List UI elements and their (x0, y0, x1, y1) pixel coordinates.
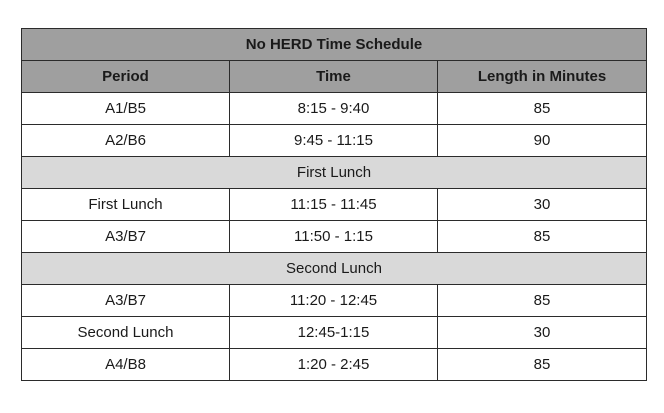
length-cell: 85 (438, 349, 647, 381)
table-row (22, 93, 647, 125)
section-label: First Lunch (22, 157, 647, 189)
table-row (22, 189, 647, 221)
table-row (22, 317, 647, 349)
section-row-first-lunch (22, 157, 647, 189)
time-cell: 8:15 - 9:40 (230, 93, 438, 125)
section-label: Second Lunch (22, 253, 647, 285)
header-time: Time (230, 61, 438, 93)
table-row (22, 349, 647, 381)
time-cell: 11:15 - 11:45 (230, 189, 438, 221)
time-cell: 9:45 - 11:15 (230, 125, 438, 157)
length-cell: 85 (438, 93, 647, 125)
time-cell: 11:50 - 1:15 (230, 221, 438, 253)
table-header-row (22, 61, 647, 93)
period-cell: First Lunch (22, 189, 230, 221)
table-row (22, 285, 647, 317)
period-cell: A4/B8 (22, 349, 230, 381)
length-cell: 85 (438, 221, 647, 253)
period-cell: A3/B7 (22, 221, 230, 253)
length-cell: 30 (438, 317, 647, 349)
period-cell: Second Lunch (22, 317, 230, 349)
table-title: No HERD Time Schedule (22, 29, 647, 61)
period-cell: A3/B7 (22, 285, 230, 317)
section-row-second-lunch (22, 253, 647, 285)
length-cell: 90 (438, 125, 647, 157)
length-cell: 30 (438, 189, 647, 221)
table-row (22, 221, 647, 253)
table-title-row (22, 29, 647, 61)
period-cell: A1/B5 (22, 93, 230, 125)
table-row (22, 125, 647, 157)
length-cell: 85 (438, 285, 647, 317)
header-length: Length in Minutes (438, 61, 647, 93)
time-cell: 11:20 - 12:45 (230, 285, 438, 317)
period-cell: A2/B6 (22, 125, 230, 157)
time-cell: 12:45-1:15 (230, 317, 438, 349)
schedule-table (21, 28, 647, 381)
time-cell: 1:20 - 2:45 (230, 349, 438, 381)
header-period: Period (22, 61, 230, 93)
